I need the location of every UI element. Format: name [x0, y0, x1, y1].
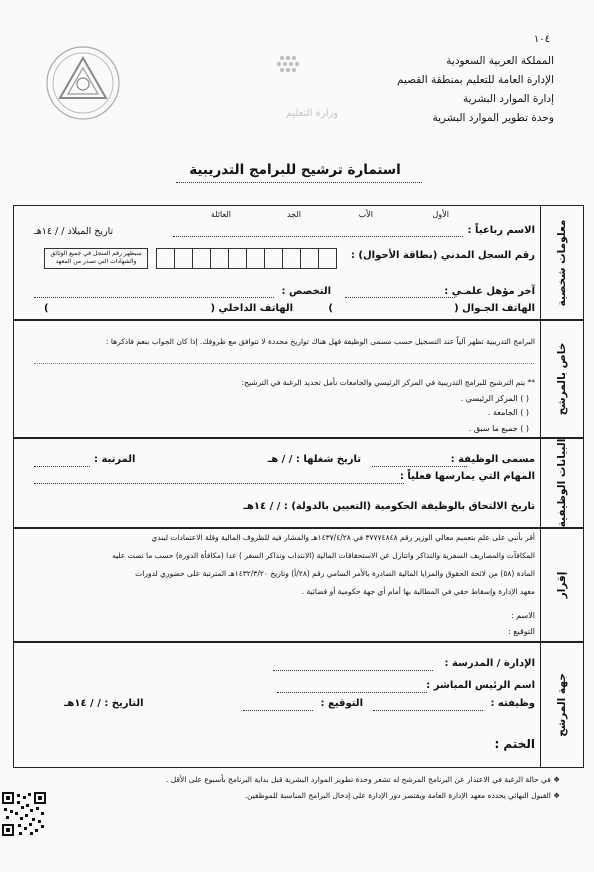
col-family: العائلة [210, 210, 231, 219]
declaration-name-label: الاسم : [510, 611, 535, 620]
note-text: القبول النهائي يحدده معهد الإدارة العامة ويقتصر دور الإدارة على إدخال البرامج المناسبة للموظفين. [244, 791, 551, 800]
side-column [540, 529, 583, 641]
nominator-sign-label: التوقيع : [320, 698, 363, 709]
note-apology [166, 775, 560, 784]
side-column [540, 206, 583, 319]
emblem-icon [44, 44, 122, 122]
civil-id-cells[interactable] [157, 248, 337, 269]
manager-field[interactable] [277, 692, 427, 693]
specialization-field[interactable] [34, 297, 274, 298]
tasks-field[interactable] [34, 483, 404, 484]
job-data-section [13, 438, 584, 528]
declaration-section [13, 528, 584, 642]
job-title-label: مسمى الوظيفة : [450, 454, 535, 465]
manager-job-field[interactable] [373, 710, 483, 711]
side-label: البيانات الوظيفية [556, 438, 568, 528]
manager-label: اسم الرئيس المباشر : [426, 680, 535, 691]
side-label: معلومات شخصية [556, 219, 568, 306]
declaration-sign-label: التوقيع : [508, 627, 535, 636]
col-father: الأب [358, 210, 373, 219]
side-label: خاص بالمرشح [556, 342, 568, 416]
rank-label: المرتبة : [94, 454, 136, 465]
declaration-line: المكافآت والمصاريف السفرية والتذاكر واتنازل عن الاستحقاقات المالية (الانتداب وتذاكر السفر ) عدا (مكافأة الدورة) حسب ما نصت عليه [112, 551, 535, 560]
job-date-label: تاريخ شغلها : / / هـ [267, 454, 361, 465]
note-text: في حالة الرغبة في الاعتذار عن البرنامج المرشح له تشعر وحدة تطوير الموارد البشرية قبل بداية البرنامج بأسبوع على الأقل . [165, 775, 551, 784]
side-column [540, 439, 583, 527]
declaration-line: معهد الإدارة وإسقاط حقي في المطالبة بها أمام أي جهة حكومية أو قضائية . [301, 587, 535, 596]
side-label: جهة المرشح [556, 673, 568, 737]
option-main-center[interactable]: ( ) المركز الرئيسي . [460, 394, 529, 403]
nominator-section [13, 642, 584, 768]
header-line: الإدارة العامة للتعليم بمنطقة القصيم [396, 74, 554, 86]
side-column [540, 643, 583, 767]
department-label: الإدارة / المدرسة : [444, 658, 535, 669]
mobile-paren: ) [328, 303, 333, 314]
form-title: استمارة ترشيح للبرامج التدريبية [189, 162, 401, 178]
stamp-label: الختم : [494, 737, 535, 751]
join-date-label: تاريخ الالتحاق بالوظيفة الحكومية (التعيين بالدولة) : / / ١٤هـ [243, 501, 535, 512]
department-field[interactable] [273, 670, 433, 671]
nominee-preference-text: ** يتم الترشيح للبرامج التدريبية في المركز الرئيسي والجامعات نأمل تحديد الرغبة في الترشيح: [241, 378, 535, 387]
rank-field[interactable] [34, 466, 90, 467]
declaration-line: أقر بأنني على علم بتعميم معالي الوزير رقم ٣٧٧٧٤٨٤٨ في ١٤٣٧/٤/٢٨هـ والمشار فيه للظروف المالية وقلة الاعتمادات لبندي [151, 533, 535, 542]
note-acceptance [245, 791, 560, 800]
col-grandfather: الجد [286, 210, 301, 219]
civil-id-note: سيظهر رقم السجل في جميع الوثائق والشهادات التي تصدر من المعهد [44, 248, 148, 269]
birth-date-label: تاريخ الميلاد / / ١٤هـ [34, 226, 114, 237]
phone-label: الهاتف الداخلي ( [210, 303, 293, 314]
qr-code-icon [2, 792, 46, 836]
option-all[interactable]: ( ) جميع ما سبق . [468, 424, 529, 433]
personal-info-section [13, 205, 584, 320]
job-title-field[interactable] [372, 466, 467, 467]
option-university[interactable]: ( ) الجامعة . [487, 408, 529, 417]
nominee-question: البرامج التدريبية تظهر آلياً عند التسجيل حسب مسمى الوظيفة فهل هناك تواريخ محددة لا تتوافق مع ظروفك. إذا كان الجواب بنعم فاذكرها : [105, 337, 535, 346]
nominee-section [13, 320, 584, 438]
ministry-logo-text: وزارة التعليم [285, 108, 339, 119]
declaration-line: المادة (٥٨) من لائحة الحقوق والمزايا المالية الصادرة بالأمر السامي رقم (٢٨/أ) وتاريخ ١٤٣٢/٣/٢٠هـ المترتبة على حضوري لدورات [135, 569, 535, 578]
header-line: المملكة العربية السعودية [446, 55, 554, 67]
nominee-answer-line[interactable] [34, 363, 534, 364]
civil-id-label: رقم السجل المدني (بطاقة الأحوال) : [350, 250, 535, 261]
qualification-label: آخر مؤهل علمـي : [444, 286, 535, 297]
nominator-date-label: التاريخ : / / ١٤هـ [64, 698, 144, 709]
mobile-label: الهاتف الجـوال ( [454, 303, 535, 314]
qualification-field[interactable] [345, 297, 455, 298]
ministry-logo [252, 50, 362, 125]
title-underline [176, 182, 422, 183]
page-number: ١٠٤ [533, 34, 550, 45]
tasks-label: المهام التي يمارسها فعلياً : [399, 471, 535, 482]
side-label: إقرار [556, 571, 568, 599]
header-line: وحدة تطوير الموارد البشرية [432, 112, 554, 124]
header-line: إدارة الموارد البشرية [462, 93, 554, 105]
name-label: الاسم رباعياً : [467, 225, 535, 236]
specialization-label: التخصص : [281, 286, 331, 297]
col-first: الأول [432, 210, 449, 219]
nominator-sign-field[interactable] [243, 710, 313, 711]
phone-paren: ) [44, 303, 49, 314]
header-block [397, 52, 554, 128]
note-bullet: ❖ [550, 775, 560, 784]
note-bullet: ❖ [550, 791, 560, 800]
name-field[interactable] [173, 236, 463, 237]
side-column [540, 321, 583, 437]
manager-job-label: وظيفته : [490, 698, 535, 709]
